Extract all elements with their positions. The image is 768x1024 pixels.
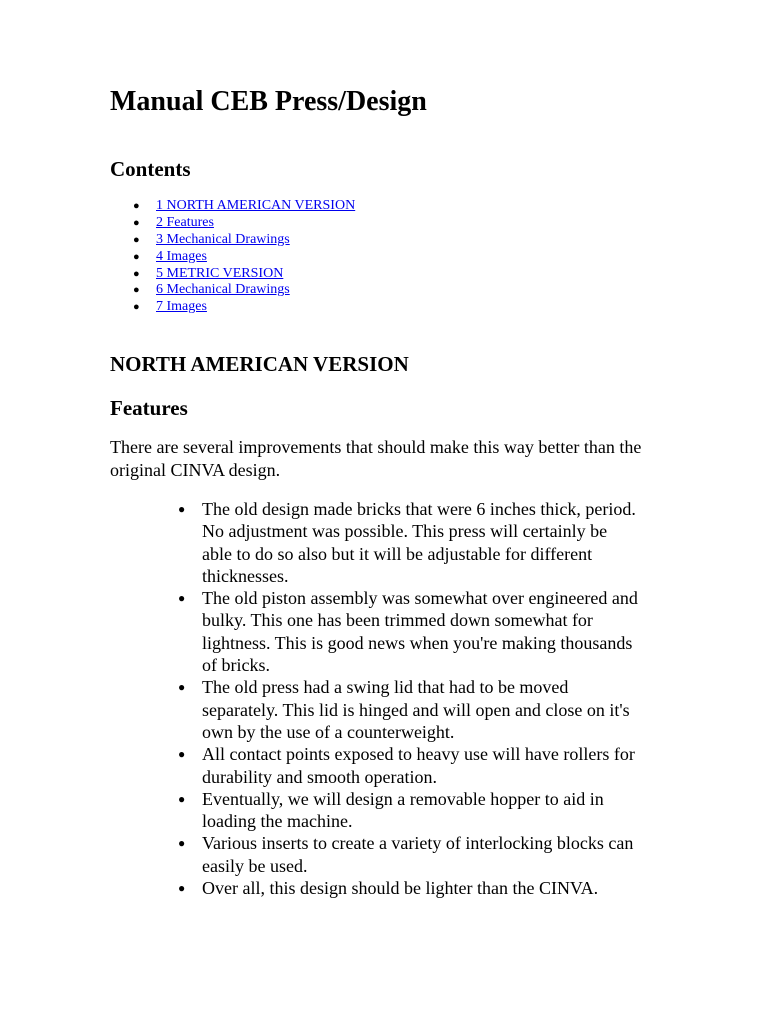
toc-link-mechanical-drawings-metric[interactable]: 6 Mechanical Drawings (156, 282, 290, 298)
toc-link-features[interactable]: 2 Features (156, 214, 214, 230)
features-list (178, 498, 640, 899)
toc-link-images[interactable]: 4 Images (156, 248, 207, 264)
feature-item (178, 587, 640, 676)
bullet-icon: ● (133, 200, 140, 212)
toc-item (110, 215, 355, 232)
features-heading: Features (110, 396, 188, 420)
bullet-icon: ● (178, 747, 186, 762)
section-heading-north-american-version: NORTH AMERICAN VERSION (110, 352, 409, 376)
bullet-icon: ● (178, 502, 186, 516)
bullet-icon: ● (133, 250, 140, 263)
feature-text: Various inserts to create a variety of interlocking blocks can easily be used. (202, 833, 634, 876)
feature-item (178, 788, 640, 833)
toc-item (110, 282, 355, 299)
toc-item (110, 249, 355, 266)
feature-text: Eventually, we will design a removable hopper to aid in loading the machine. (202, 788, 604, 832)
feature-text: Over all, this design should be lighter than the CINVA. (202, 878, 599, 899)
bullet-icon: ● (178, 591, 186, 606)
bullet-icon: ● (178, 836, 186, 851)
bullet-icon: ● (178, 791, 186, 806)
feature-item (178, 832, 640, 877)
features-intro: There are several improvements that should make this way better than the original CINVA design. (110, 437, 642, 480)
feature-text: All contact points exposed to heavy use will have rollers for durability and smooth operation. (202, 744, 635, 787)
bullet-icon: ● (133, 233, 140, 246)
page-title: Manual CEB Press/Design (110, 86, 427, 117)
toc-link-north-american-version[interactable]: 1 NORTH AMERICAN VERSION (156, 198, 356, 213)
feature-item (178, 498, 640, 587)
toc-item (110, 232, 355, 249)
feature-text: The old design made bricks that were 6 inches thick, period. No adjustment was possible. This press will certainly be able to do so also but it will be adjustable for different thicknesses. (202, 499, 636, 586)
toc-item (110, 198, 355, 215)
feature-text: The old press had a swing lid that had to be moved separately. This lid is hinged and will open and close on it's own by the use of a counterweight. (202, 677, 630, 742)
bullet-icon: ● (133, 301, 140, 314)
contents-heading: Contents (110, 157, 191, 181)
feature-item (178, 676, 640, 743)
feature-item (178, 877, 640, 899)
feature-text: The old piston assembly was somewhat over engineered and bulky. This one has been trimmed down somewhat for lightness. This is good news when you're making thousands of bricks. (202, 588, 638, 676)
toc-item (110, 299, 355, 316)
toc-link-mechanical-drawings[interactable]: 3 Mechanical Drawings (156, 231, 290, 247)
bullet-icon: ● (178, 680, 186, 695)
toc-link-metric-version[interactable]: 5 METRIC VERSION (156, 265, 284, 281)
feature-item (178, 743, 640, 788)
bullet-icon: ● (133, 267, 140, 280)
bullet-icon: ● (133, 216, 140, 229)
bullet-icon: ● (178, 881, 186, 896)
toc-item (110, 266, 355, 283)
table-of-contents (110, 198, 355, 316)
toc-link-images-metric[interactable]: 7 Images (156, 299, 207, 315)
bullet-icon: ● (133, 284, 140, 297)
